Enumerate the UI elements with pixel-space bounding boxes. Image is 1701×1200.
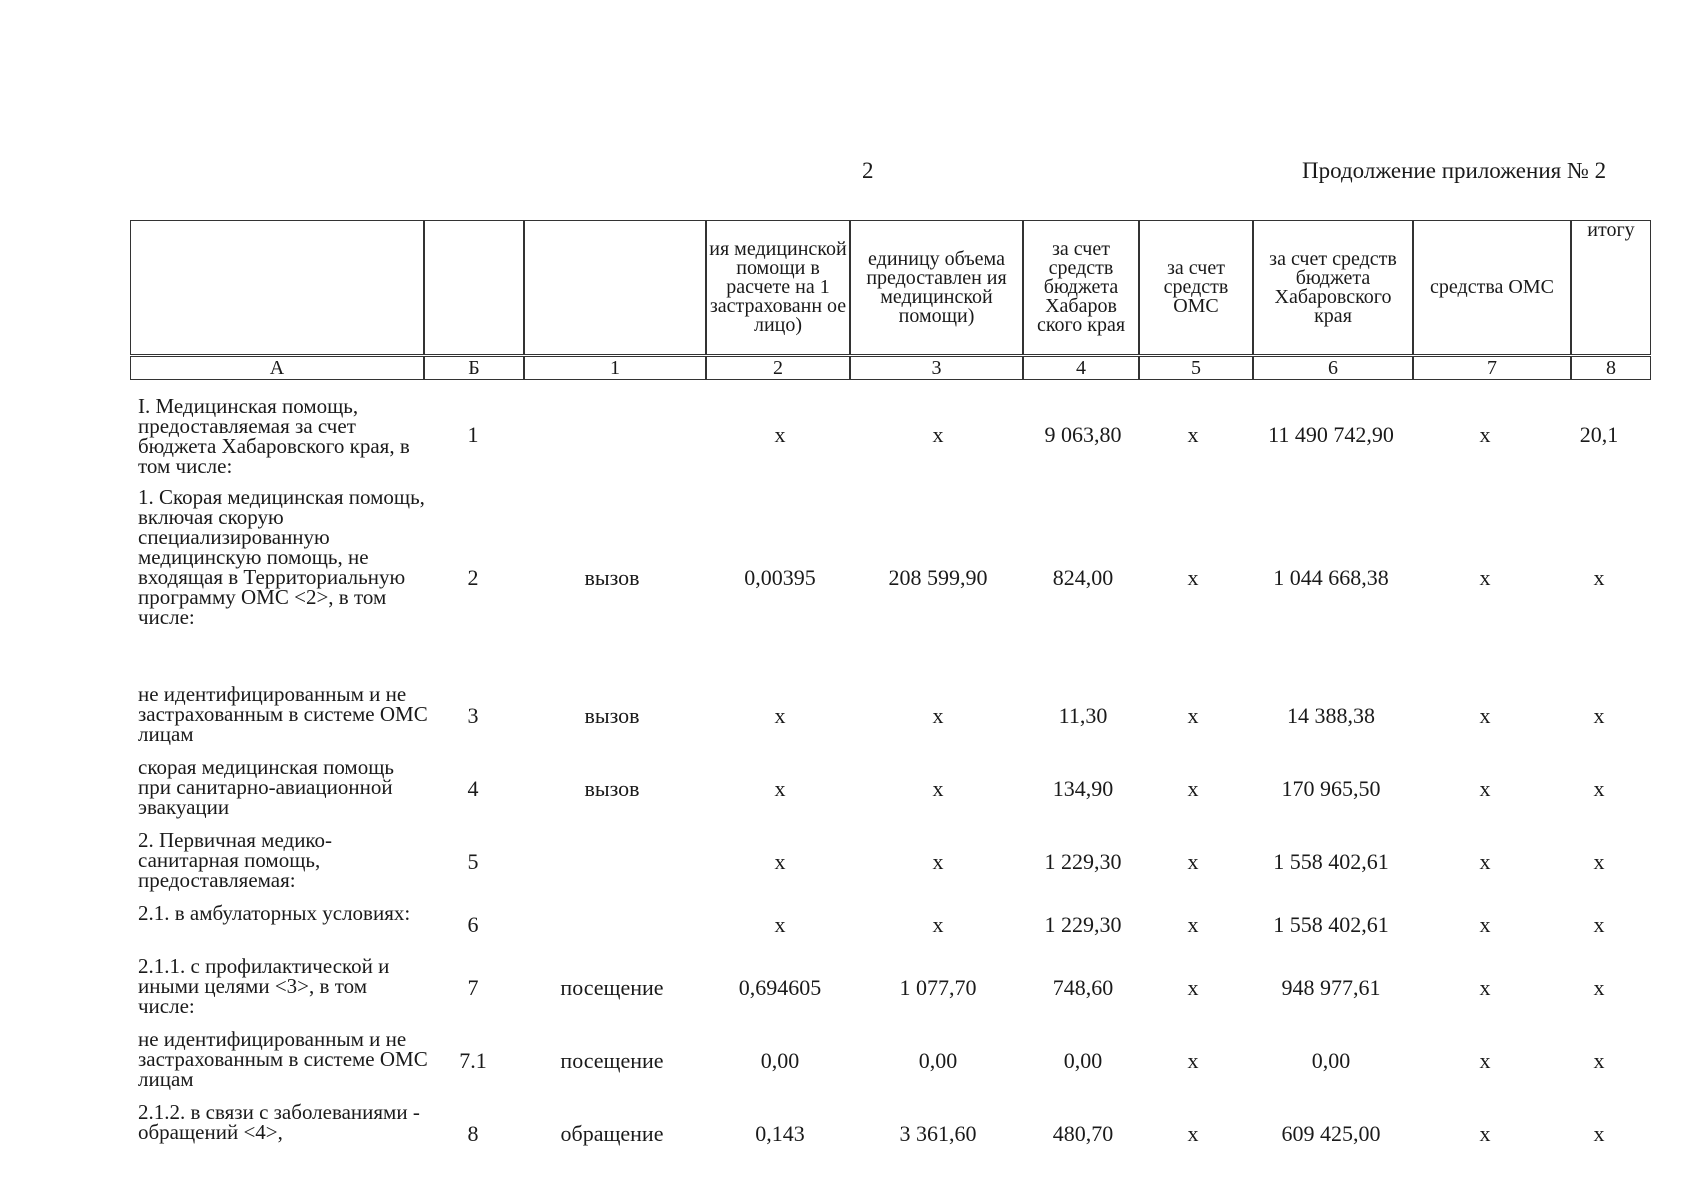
row-col-7: х [1479,975,1491,1000]
column-letter-7: 7 [1413,356,1571,380]
row-col-5: х [1187,422,1199,447]
row-col-6: 1 558 402,61 [1273,849,1389,874]
column-header-3: единицу объема предоставлен ия медицинской помощи) [850,220,1023,355]
row-line-number: 2 [467,565,479,590]
row-col-7: х [1479,703,1491,728]
row-unit: вызов [584,703,640,728]
column-header-8: итогу [1571,220,1651,355]
column-letter-5: 5 [1139,356,1253,380]
column-letter-1: 1 [524,356,706,380]
row-col-4: 11,30 [1058,703,1108,728]
row-col-2: 0,00 [760,1048,800,1073]
row-col-8: х [1593,1121,1605,1146]
column-letter-b: Б [424,356,524,380]
row-col-5: х [1187,1048,1199,1073]
row-col-2: х [774,776,786,801]
row-line-number: 6 [467,912,479,937]
row-col-3: х [932,849,944,874]
row-col-8: х [1593,975,1605,1000]
row-col-6: 14 388,38 [1287,703,1375,728]
row-col-5: х [1187,849,1199,874]
row-unit: обращение [560,1121,664,1146]
row-col-6: 948 977,61 [1281,975,1381,1000]
row-col-4: 134,90 [1052,776,1114,801]
row-col-2: х [774,912,786,937]
row-col-3: 3 361,60 [899,1121,977,1146]
row-col-2: 0,143 [755,1121,805,1146]
row-col-3: 1 077,70 [899,975,977,1000]
row-col-8: х [1593,776,1605,801]
row-col-2: х [774,703,786,728]
row-col-8: х [1593,703,1605,728]
row-line-number: 7 [467,975,479,1000]
row-line-number: 4 [467,776,479,801]
column-letter-a: А [130,356,424,380]
row-name: I. Медицинская помощь, предоставляемая за счет бюджета Хабаровского края, в том числе: [138,394,410,478]
row-col-5: х [1187,565,1199,590]
row-col-6: 1 044 668,38 [1273,565,1389,590]
row-name: скорая медицинская помощь при санитарно-авиационной эвакуации [138,755,394,819]
row-col-4: 1 229,30 [1044,849,1122,874]
column-letter-4: 4 [1023,356,1139,380]
row-name: 2. Первичная медико-санитарная помощь, предоставляемая: [138,828,333,892]
row-col-2: х [774,849,786,874]
row-name: 1. Скорая медицинская помощь, включая скорую специализированную медицинскую помощь, не входящая в Территориальную программу ОМС <2>, в том числе: [138,485,425,629]
continuation-label: Продолжение приложения № 2 [1302,158,1607,183]
row-col-7: х [1479,776,1491,801]
row-line-number: 1 [467,422,479,447]
column-header-b [424,220,524,355]
row-name: 2.1.2. в связи с заболеваниями - обращений <4>, [138,1100,420,1144]
column-header-a [130,220,424,355]
row-col-6: 609 425,00 [1281,1121,1381,1146]
column-letter-6: 6 [1253,356,1413,380]
row-name: 2.1.1. с профилактической и иными целями <3>, в том числе: [138,954,390,1018]
row-unit: вызов [584,776,640,801]
row-col-3: х [932,912,944,937]
row-line-number: 7.1 [459,1048,487,1073]
row-col-3: х [932,776,944,801]
column-letter-8: 8 [1571,356,1651,380]
row-col-6: 170 965,50 [1281,776,1381,801]
row-col-7: х [1479,1048,1491,1073]
row-line-number: 8 [467,1121,479,1146]
row-col-8: 20,1 [1579,422,1619,447]
row-col-4: 480,70 [1052,1121,1114,1146]
row-name: 2.1. в амбулаторных условиях: [138,901,411,925]
row-col-6: 1 558 402,61 [1273,912,1389,937]
column-letter-2: 2 [706,356,850,380]
row-col-4: 9 063,80 [1044,422,1122,447]
row-col-3: 208 599,90 [888,565,988,590]
table-header [130,220,1658,382]
row-col-4: 824,00 [1052,565,1114,590]
row-line-number: 5 [467,849,479,874]
row-col-6: 0,00 [1311,1048,1351,1073]
row-col-7: х [1479,422,1491,447]
row-unit: посещение [560,975,664,1000]
row-col-7: х [1479,849,1491,874]
row-line-number: 3 [467,703,479,728]
row-col-5: х [1187,975,1199,1000]
row-col-4: 0,00 [1063,1048,1103,1073]
row-col-8: х [1593,1048,1605,1073]
column-letter-3: 3 [850,356,1023,380]
column-header-5: за счет средств ОМС [1139,220,1253,355]
row-name: не идентифицированным и не застрахованным в системе ОМС лицам [138,1027,428,1091]
row-col-8: х [1593,849,1605,874]
row-col-2: 0,00395 [744,565,816,590]
row-col-6: 11 490 742,90 [1268,422,1394,447]
row-col-7: х [1479,565,1491,590]
column-header-1 [524,220,706,355]
column-header-4: за счет средств бюджета Хабаров ского края [1023,220,1139,355]
row-col-3: 0,00 [918,1048,958,1073]
row-col-8: х [1593,912,1605,937]
row-unit: вызов [584,565,640,590]
column-header-2: ия медицинской помощи в расчете на 1 застрахованн ое лицо) [706,220,850,355]
row-col-3: х [932,703,944,728]
column-header-6: за счет средств бюджета Хабаровского края [1253,220,1413,355]
row-col-3: х [932,422,944,447]
row-unit: посещение [560,1048,664,1073]
row-col-7: х [1479,1121,1491,1146]
row-col-8: х [1593,565,1605,590]
row-col-2: 0,694605 [738,975,822,1000]
page-number: 2 [862,158,874,183]
row-name: не идентифицированным и не застрахованным в системе ОМС лицам [138,682,428,746]
row-col-5: х [1187,912,1199,937]
row-col-7: х [1479,912,1491,937]
row-col-2: х [774,422,786,447]
row-col-5: х [1187,776,1199,801]
row-col-5: х [1187,703,1199,728]
column-header-7: средства ОМС [1413,220,1571,355]
row-col-4: 1 229,30 [1044,912,1122,937]
row-col-5: х [1187,1121,1199,1146]
row-col-4: 748,60 [1052,975,1114,1000]
